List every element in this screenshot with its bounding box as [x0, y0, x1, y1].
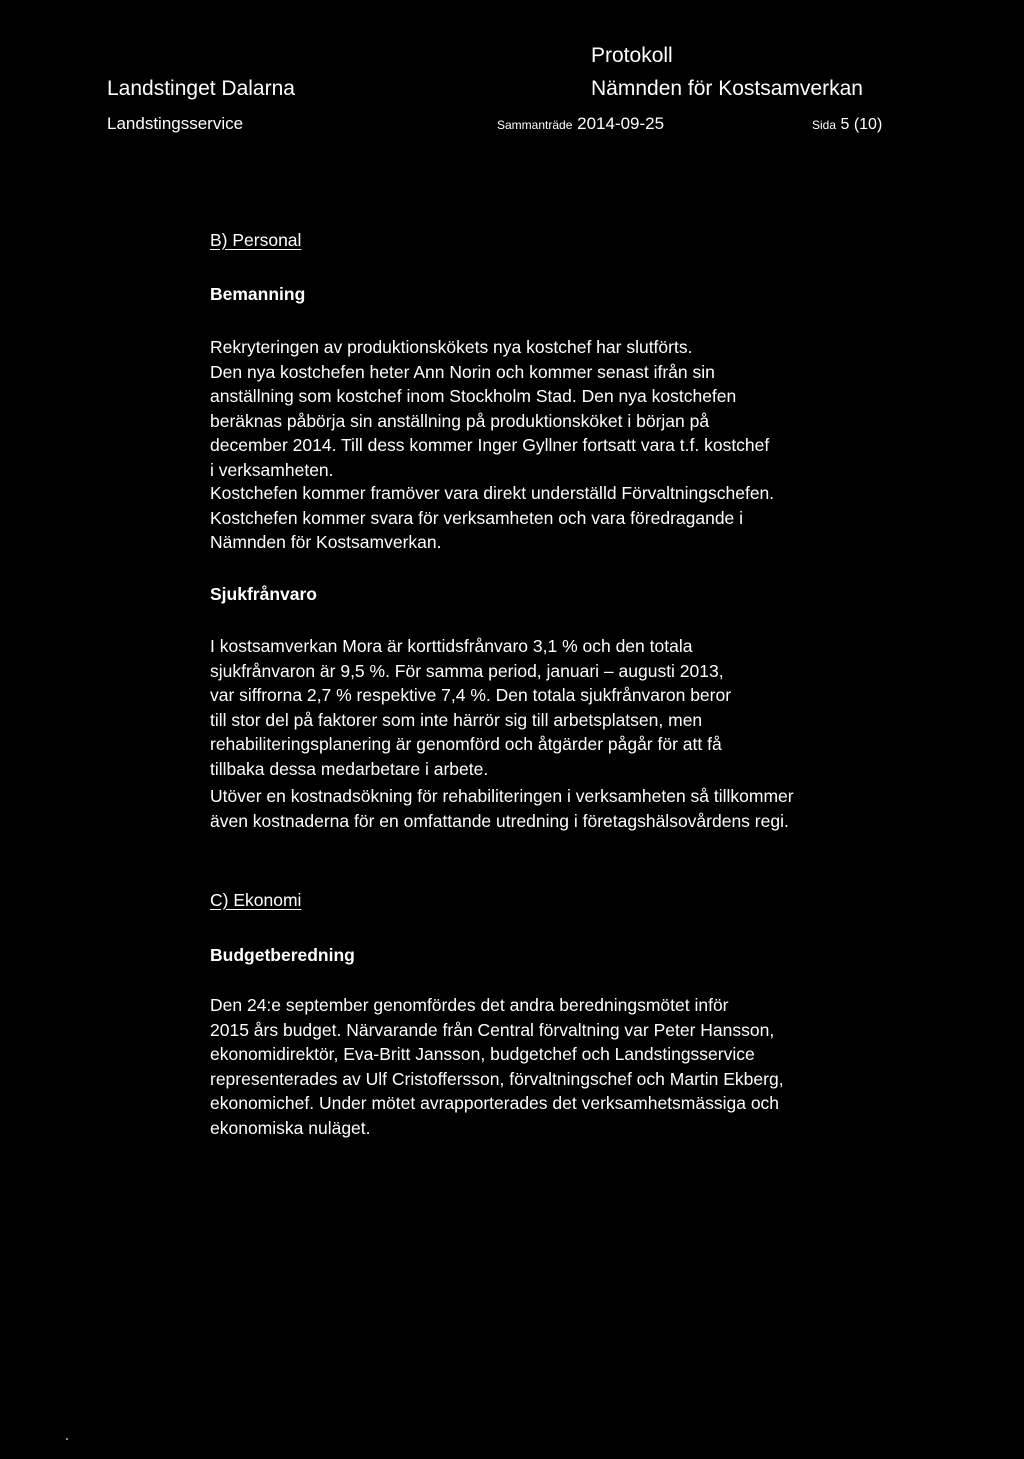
page-label: Sida — [812, 118, 837, 132]
document-type: Protokoll — [591, 44, 673, 67]
page-value: 5 (10) — [840, 116, 883, 133]
department-name: Landstingsservice — [107, 114, 244, 133]
section-title-ekonomi: C) Ekonomi — [210, 890, 302, 910]
subheading-budgetberedning: Budgetberedning — [210, 945, 355, 965]
paragraph-sjukfranvaro-2: Utöver en kostnadsökning för rehabiliteringen i verksamheten så tillkommer även kostnaderna för en omfattande utredning i företagshälsovårdens regi. — [210, 786, 794, 831]
paragraph-bemanning-2: Kostchefen kommer framöver vara direkt underställd Förvaltningschefen. Kostchefen kommer svara för verksamheten och vara föredragande i Nämnden för Kostsamverkan. — [210, 483, 775, 552]
committee-name: Nämnden för Kostsamverkan — [591, 77, 863, 100]
meeting-info — [497, 114, 664, 134]
paragraph-sjukfranvaro-1: I kostsamverkan Mora är korttidsfrånvaro 3,1 % och den totala sjukfrånvaron är 9,5 %. För samma period, januari – augusti 2013, var siffrorna 2,7 % respektive 7,4 %. Den totala sjukfrånvaron beror till stor del på faktorer som inte härrör sig till arbetsplatsen, men rehabiliteringsplanering är genomförd och åtgärder pågår för att få tillbaka dessa medarbetare i arbete. — [210, 636, 732, 779]
meeting-label: Sammanträde — [497, 118, 573, 132]
page-number — [812, 116, 882, 134]
paragraph-budgetberedning: Den 24:e september genomfördes det andra beredningsmötet inför 2015 års budget. Närvarande från Central förvaltning var Peter Hansson, ekonomidirektör, Eva-Britt Jansson, budgetchef och Landstingsservice representerades av Ulf Cristoffersson, förvaltningschef och Martin Ekberg, ekonomichef. Under mötet avrapporterades det verksamhetsmässiga och ekonomiska nuläget. — [210, 995, 784, 1138]
meeting-date: 2014-09-25 — [577, 114, 665, 133]
organization-name: Landstinget Dalarna — [107, 77, 295, 100]
section-title-personal: B) Personal — [210, 230, 302, 250]
subheading-bemanning: Bemanning — [210, 284, 306, 304]
scan-speck — [66, 1438, 68, 1440]
subheading-sjukfranvaro: Sjukfrånvaro — [210, 584, 317, 604]
paragraph-bemanning-1: Rekryteringen av produktionskökets nya kostchef har slutförts. Den nya kostchefen heter Ann Norin och kommer senast ifrån sin anställning som kostchef inom Stockholm Stad. Den nya kostchefen beräknas påbörja sin anställning på produktionsköket i början på december 2014. Till dess kommer Inger Gyllner fortsatt vara t.f. kostchef i verksamheten. — [210, 337, 770, 480]
